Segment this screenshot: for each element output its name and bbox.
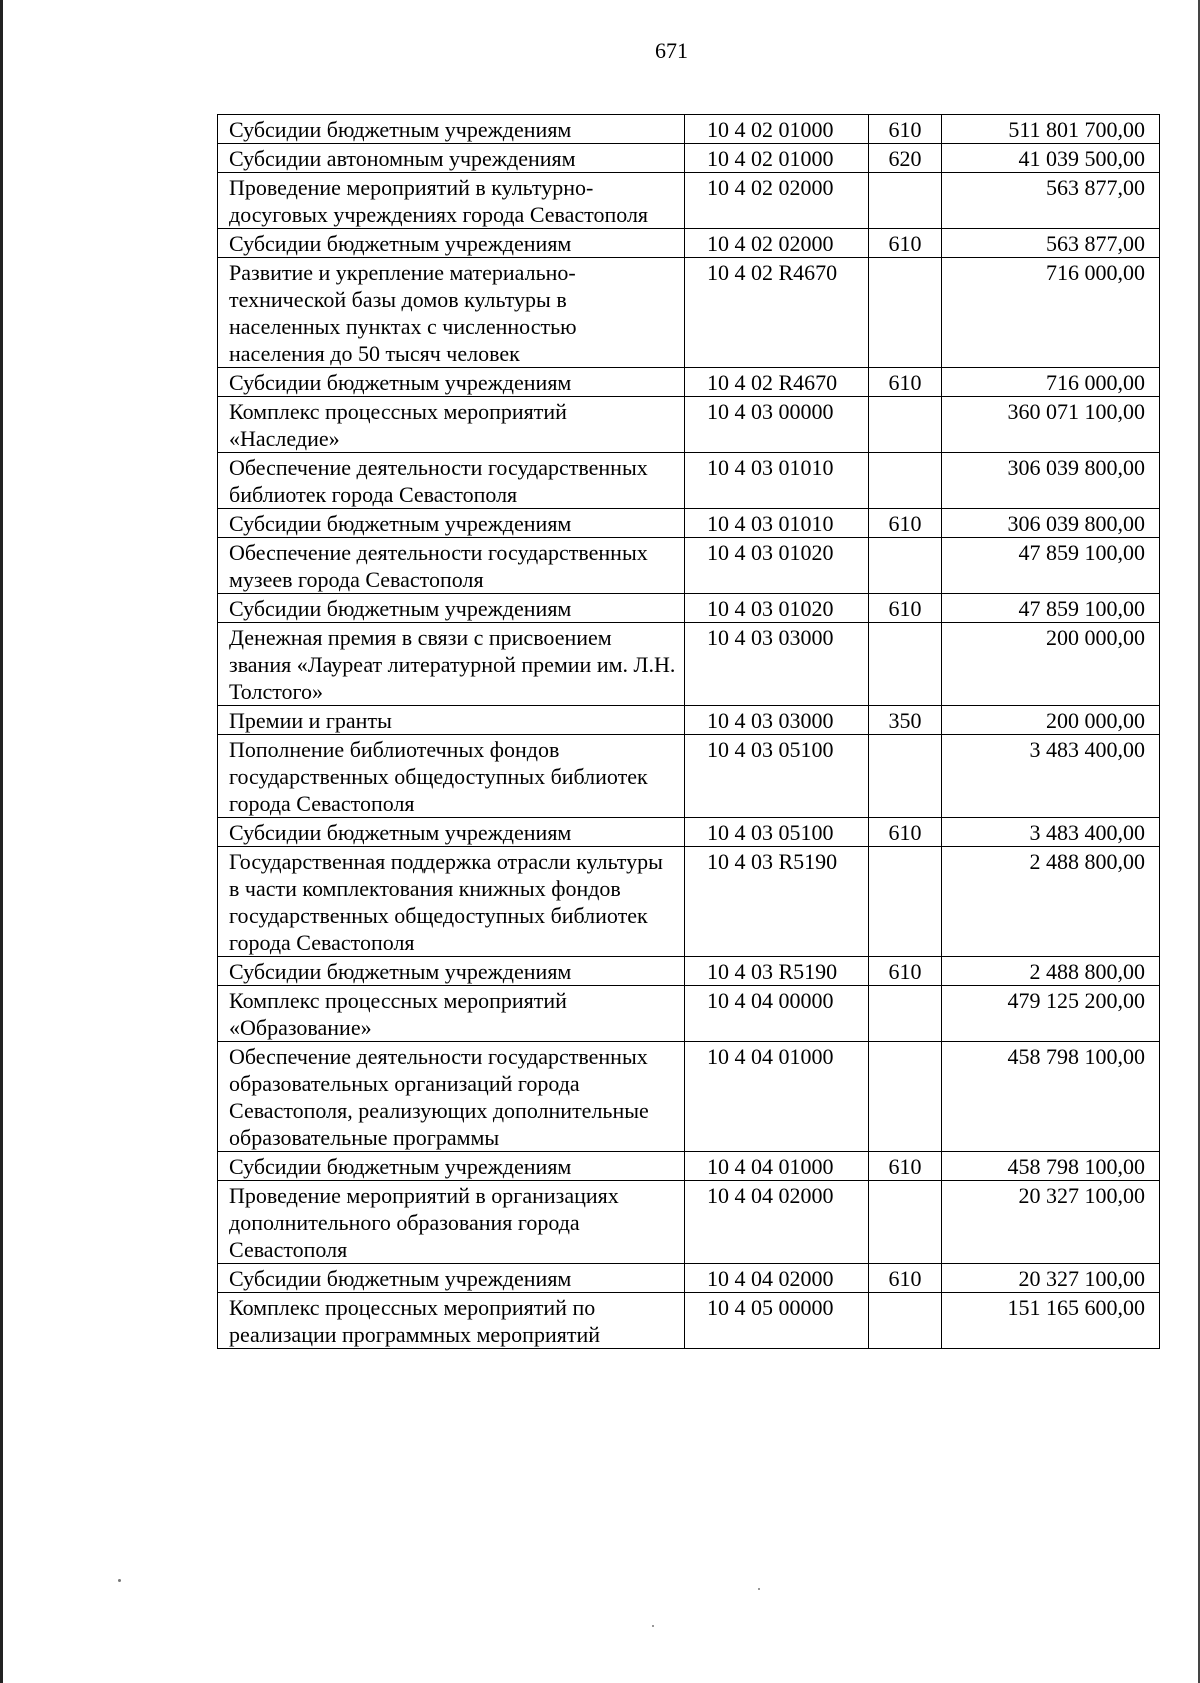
cell-target-code: 10 4 04 02000 — [685, 1181, 869, 1264]
cell-amount: 2 488 800,00 — [942, 847, 1160, 957]
cell-target-code: 10 4 04 02000 — [685, 1264, 869, 1293]
cell-target-code: 10 4 02 R4670 — [685, 368, 869, 397]
scan-edge-left — [0, 0, 3, 1683]
cell-name: Субсидии бюджетным учреждениям — [218, 1152, 685, 1181]
cell-expense-type: 610 — [869, 115, 942, 144]
cell-name: Субсидии бюджетным учреждениям — [218, 115, 685, 144]
cell-amount: 563 877,00 — [942, 173, 1160, 229]
cell-amount: 47 859 100,00 — [942, 538, 1160, 594]
table-row — [218, 1293, 1160, 1349]
table-row — [218, 368, 1160, 397]
cell-expense-type: 610 — [869, 229, 942, 258]
cell-amount: 360 071 100,00 — [942, 397, 1160, 453]
cell-target-code: 10 4 02 02000 — [685, 173, 869, 229]
cell-target-code: 10 4 02 01000 — [685, 115, 869, 144]
cell-name: Комплекс процессных мероприятий по реализации программных мероприятий — [218, 1293, 685, 1349]
cell-amount: 20 327 100,00 — [942, 1181, 1160, 1264]
cell-amount: 200 000,00 — [942, 623, 1160, 706]
cell-expense-type — [869, 847, 942, 957]
cell-target-code: 10 4 03 03000 — [685, 623, 869, 706]
table-row — [218, 1042, 1160, 1152]
table-row — [218, 258, 1160, 368]
cell-target-code: 10 4 03 01020 — [685, 538, 869, 594]
budget-table — [217, 114, 1160, 1349]
cell-target-code: 10 4 02 01000 — [685, 144, 869, 173]
cell-amount: 3 483 400,00 — [942, 735, 1160, 818]
cell-name: Субсидии бюджетным учреждениям — [218, 1264, 685, 1293]
cell-amount: 2 488 800,00 — [942, 957, 1160, 986]
cell-amount: 458 798 100,00 — [942, 1152, 1160, 1181]
cell-target-code: 10 4 05 00000 — [685, 1293, 869, 1349]
cell-name: Обеспечение деятельности государственных музеев города Севастополя — [218, 538, 685, 594]
cell-expense-type: 350 — [869, 706, 942, 735]
cell-expense-type: 610 — [869, 509, 942, 538]
cell-expense-type — [869, 623, 942, 706]
cell-amount: 716 000,00 — [942, 368, 1160, 397]
cell-target-code: 10 4 04 01000 — [685, 1152, 869, 1181]
table-row — [218, 144, 1160, 173]
cell-target-code: 10 4 02 02000 — [685, 229, 869, 258]
cell-expense-type — [869, 453, 942, 509]
cell-expense-type — [869, 258, 942, 368]
table-row — [218, 735, 1160, 818]
cell-expense-type — [869, 1181, 942, 1264]
cell-amount: 41 039 500,00 — [942, 144, 1160, 173]
cell-amount: 716 000,00 — [942, 258, 1160, 368]
table-row — [218, 623, 1160, 706]
cell-amount: 511 801 700,00 — [942, 115, 1160, 144]
cell-expense-type: 610 — [869, 1264, 942, 1293]
cell-name: Проведение мероприятий в культурно-досуговых учреждениях города Севастополя — [218, 173, 685, 229]
cell-name: Субсидии бюджетным учреждениям — [218, 509, 685, 538]
cell-amount: 20 327 100,00 — [942, 1264, 1160, 1293]
table-row — [218, 847, 1160, 957]
cell-target-code: 10 4 03 R5190 — [685, 957, 869, 986]
cell-name: Комплекс процессных мероприятий «Образование» — [218, 986, 685, 1042]
cell-expense-type — [869, 1042, 942, 1152]
table-row — [218, 509, 1160, 538]
cell-expense-type — [869, 1293, 942, 1349]
cell-expense-type: 610 — [869, 594, 942, 623]
cell-expense-type — [869, 538, 942, 594]
table-row — [218, 594, 1160, 623]
cell-name: Обеспечение деятельности государственных образовательных организаций города Севастополя, реализующих дополнительные образовательные программы — [218, 1042, 685, 1152]
cell-amount: 3 483 400,00 — [942, 818, 1160, 847]
cell-amount: 458 798 100,00 — [942, 1042, 1160, 1152]
table-row — [218, 1152, 1160, 1181]
page-number: 671 — [655, 38, 688, 63]
cell-name: Обеспечение деятельности государственных библиотек города Севастополя — [218, 453, 685, 509]
table-row — [218, 706, 1160, 735]
cell-name: Премии и гранты — [218, 706, 685, 735]
cell-expense-type — [869, 397, 942, 453]
cell-name: Проведение мероприятий в организациях дополнительного образования города Севастополя — [218, 1181, 685, 1264]
cell-name: Развитие и укрепление материально-технической базы домов культуры в населенных пунктах с численностью населения до 50 тысяч человек — [218, 258, 685, 368]
cell-expense-type — [869, 986, 942, 1042]
cell-amount: 479 125 200,00 — [942, 986, 1160, 1042]
cell-name: Субсидии бюджетным учреждениям — [218, 957, 685, 986]
cell-name: Субсидии бюджетным учреждениям — [218, 229, 685, 258]
cell-expense-type: 610 — [869, 957, 942, 986]
cell-expense-type: 610 — [869, 818, 942, 847]
cell-amount: 563 877,00 — [942, 229, 1160, 258]
table-row — [218, 957, 1160, 986]
cell-expense-type: 610 — [869, 368, 942, 397]
cell-expense-type: 620 — [869, 144, 942, 173]
cell-target-code: 10 4 02 R4670 — [685, 258, 869, 368]
cell-target-code: 10 4 03 01020 — [685, 594, 869, 623]
cell-amount: 151 165 600,00 — [942, 1293, 1160, 1349]
cell-target-code: 10 4 03 00000 — [685, 397, 869, 453]
cell-target-code: 10 4 03 R5190 — [685, 847, 869, 957]
cell-expense-type: 610 — [869, 1152, 942, 1181]
table-row — [218, 986, 1160, 1042]
cell-name: Субсидии автономным учреждениям — [218, 144, 685, 173]
cell-name: Субсидии бюджетным учреждениям — [218, 368, 685, 397]
cell-target-code: 10 4 03 01010 — [685, 509, 869, 538]
cell-target-code: 10 4 03 01010 — [685, 453, 869, 509]
table-row — [218, 1181, 1160, 1264]
cell-expense-type — [869, 173, 942, 229]
table-row — [218, 1264, 1160, 1293]
cell-name: Комплекс процессных мероприятий «Наследие» — [218, 397, 685, 453]
table-row — [218, 229, 1160, 258]
table-row — [218, 397, 1160, 453]
table-row — [218, 453, 1160, 509]
cell-amount: 306 039 800,00 — [942, 509, 1160, 538]
cell-name: Субсидии бюджетным учреждениям — [218, 594, 685, 623]
cell-name: Субсидии бюджетным учреждениям — [218, 818, 685, 847]
cell-target-code: 10 4 03 05100 — [685, 818, 869, 847]
cell-amount: 306 039 800,00 — [942, 453, 1160, 509]
cell-name: Денежная премия в связи с присвоением звания «Лауреат литературной премии им. Л.Н. Толстого» — [218, 623, 685, 706]
table-row — [218, 115, 1160, 144]
cell-target-code: 10 4 03 03000 — [685, 706, 869, 735]
cell-amount: 47 859 100,00 — [942, 594, 1160, 623]
cell-name: Пополнение библиотечных фондов государственных общедоступных библиотек города Севастополя — [218, 735, 685, 818]
cell-target-code: 10 4 03 05100 — [685, 735, 869, 818]
cell-name: Государственная поддержка отрасли культуры в части комплектования книжных фондов государственных общедоступных библиотек города Севастополя — [218, 847, 685, 957]
cell-amount: 200 000,00 — [942, 706, 1160, 735]
table-row — [218, 818, 1160, 847]
budget-table-body — [218, 115, 1160, 1349]
cell-target-code: 10 4 04 00000 — [685, 986, 869, 1042]
cell-target-code: 10 4 04 01000 — [685, 1042, 869, 1152]
table-row — [218, 538, 1160, 594]
cell-expense-type — [869, 735, 942, 818]
table-row — [218, 173, 1160, 229]
